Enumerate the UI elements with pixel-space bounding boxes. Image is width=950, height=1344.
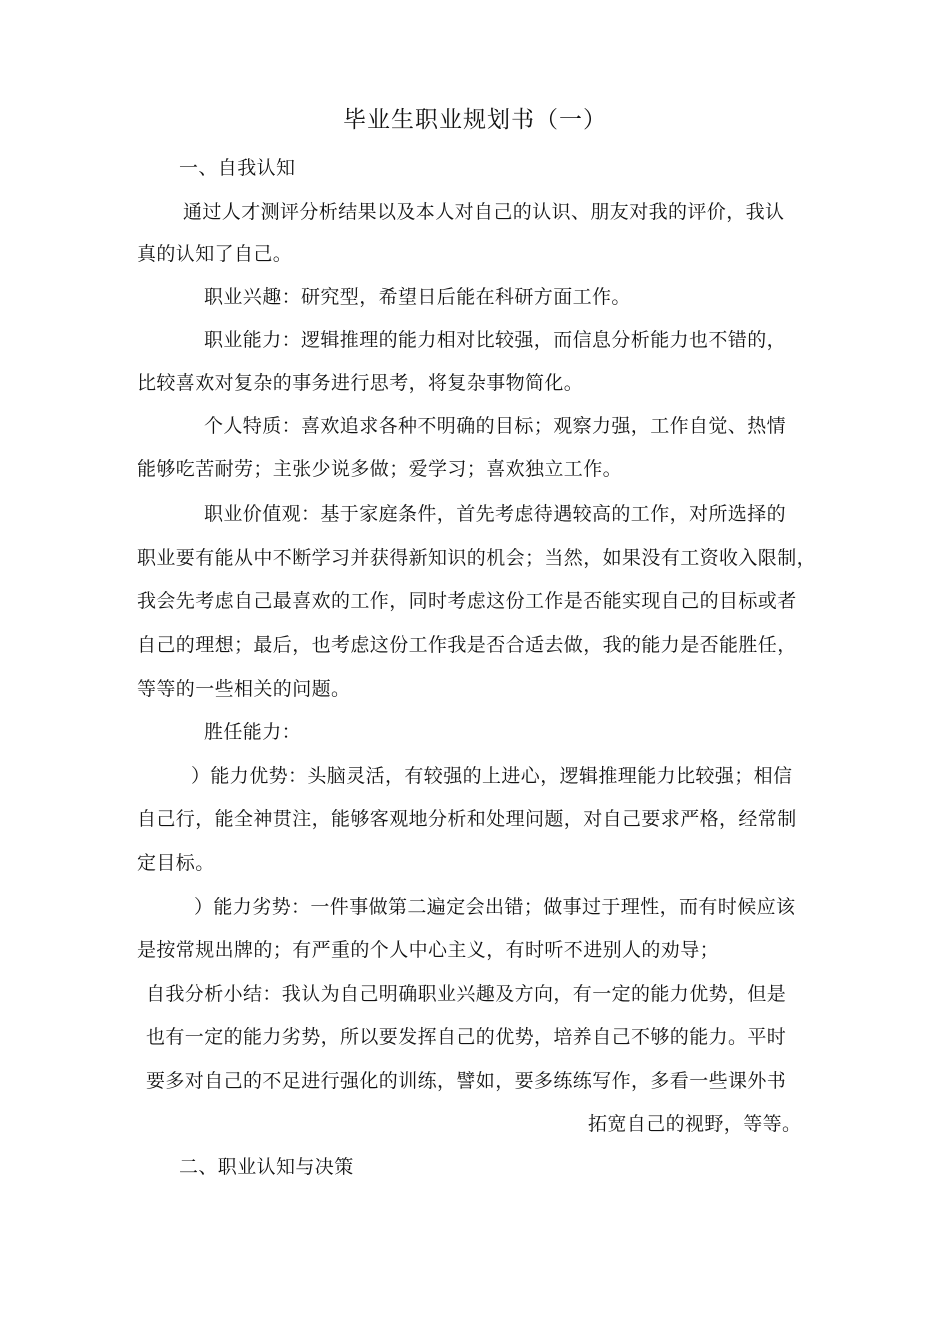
paragraph-line: 等等的一些相关的问题。 bbox=[137, 678, 351, 700]
paragraph-line: 也有一定的能力劣势，所以要发挥自己的优势，培养自己不够的能力。平时 bbox=[146, 1026, 787, 1048]
section-heading-career-decision: 二、职业认知与决策 bbox=[179, 1156, 354, 1178]
paragraph-line: 自己的理想；最后，也考虑这份工作我是否合适去做，我的能力是否能胜任， bbox=[137, 634, 797, 656]
paragraph-line: 自我分析小结：我认为自己明确职业兴趣及方向，有一定的能力优势，但是 bbox=[146, 983, 787, 1005]
paragraph-line: 自己行，能全神贯注，能够客观地分析和处理问题，对自己要求严格，经常制 bbox=[137, 808, 797, 830]
paragraph-line: 比较喜欢对复杂的事务进行思考，将复杂事物简化。 bbox=[137, 372, 584, 394]
paragraph-line: 要多对自己的不足进行强化的训练，譬如，要多练练写作，多看一些课外书 bbox=[146, 1070, 787, 1092]
paragraph-line: 职业价值观：基于家庭条件，首先考虑待遇较高的工作，对所选择的 bbox=[204, 503, 787, 525]
paragraph-line: 定目标。 bbox=[137, 852, 215, 874]
paragraph-line: 是按常规出牌的；有严重的个人中心主义，有时听不进别人的劝导； bbox=[137, 939, 720, 961]
paragraph-line: 职业兴趣：研究型，希望日后能在科研方面工作。 bbox=[204, 286, 631, 308]
document-title: 毕业生职业规划书（一） bbox=[343, 107, 607, 133]
paragraph-line: 通过人才测评分析结果以及本人对自己的认识、朋友对我的评价，我认 bbox=[183, 201, 785, 223]
paragraph-line: 职业要有能从中不断学习并获得新知识的机会；当然，如果没有工资收入限制， bbox=[137, 547, 817, 569]
subheading-competence: 胜任能力： bbox=[204, 721, 302, 743]
paragraph-line: 能够吃苦耐劳；主张少说多做；爱学习；喜欢独立工作。 bbox=[137, 458, 623, 480]
paragraph-line: 个人特质：喜欢追求各种不明确的目标；观察力强，工作自觉、热情 bbox=[204, 415, 787, 437]
paragraph-line: 真的认知了自己。 bbox=[137, 243, 293, 265]
section-heading-self-awareness: 一、自我认知 bbox=[179, 157, 296, 179]
paragraph-line: ）能力劣势：一件事做第二遍定会出错；做事过于理性，而有时候应该 bbox=[194, 896, 796, 918]
paragraph-line: 我会先考虑自己最喜欢的工作，同时考虑这份工作是否能实现自己的目标或者 bbox=[137, 590, 797, 612]
paragraph-line: 职业能力：逻辑推理的能力相对比较强，而信息分析能力也不错的， bbox=[204, 329, 787, 351]
paragraph-line: 拓宽自己的视野，等等。 bbox=[588, 1113, 802, 1135]
paragraph-line: ）能力优势：头脑灵活，有较强的上进心，逻辑推理能力比较强；相信 bbox=[191, 765, 793, 787]
